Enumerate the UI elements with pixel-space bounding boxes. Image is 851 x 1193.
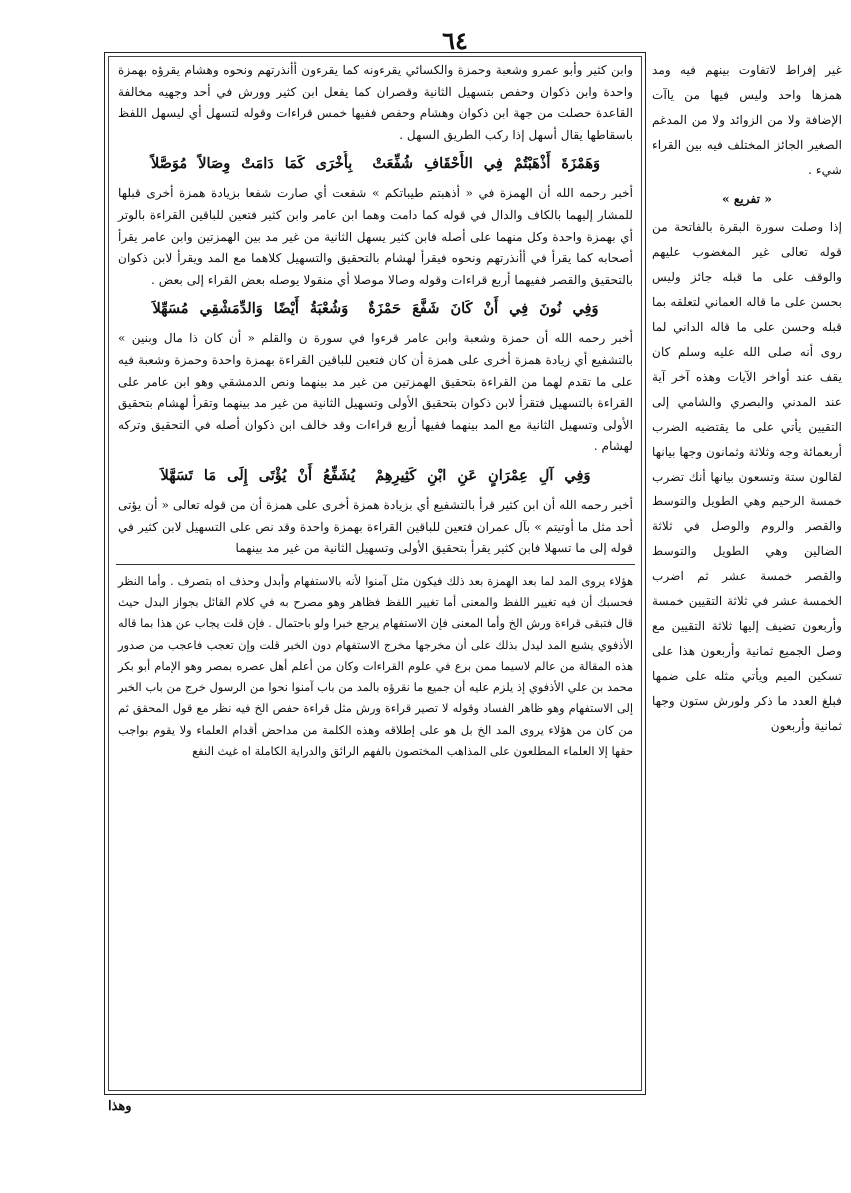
main-text-column: [112, 60, 639, 1090]
commentary-block: [112, 60, 639, 146]
verse-1-first-hemistich: وَهَمْزَةَ أَذْهَبْتُمْ فِي الأَحْقَافِ شُفِّعَتْ: [372, 155, 601, 173]
poem-verse-3: [112, 463, 639, 489]
verse-1-second-hemistich: بِأُخْرَى كَمَا دَامَتْ وِصَالاً مُوَصَّلاً: [150, 155, 353, 173]
catchword: وهذا: [108, 1099, 132, 1114]
margin-text-1: غير إفراط لاتفاوت بينهم فيه ومد همزها واحد وليس فيها من ياآت الإضافة ولا من الزوائد ولا من المدغم الصغير الجائز المختلف فيه بين القراء شيء .: [652, 63, 842, 177]
commentary-paragraph-4: أخبر رحمه الله أن ابن كثير قرأ بالتشفيع أي بزيادة همزة أخرى على همزة أن من قوله تعالى « أن يؤتى أحد مثل ما أوتيتم » بآل عمران فتعين للباقين القراءة بهمزة واحدة وقد نص على التسهيل لابن كثير في قوله إلى ما تسهلا فابن كثير يقرأ بتحقيق الأولى وتسهيل الثانية من غير مد بينهما: [118, 497, 633, 556]
poem-verse-2: [112, 296, 639, 322]
margin-heading: « تفريع »: [722, 191, 772, 206]
verse-2-second-hemistich: وَشُعْبَةُ أَيْضًا وَالدِّمَشْقِي مُسَهِّلاَ: [152, 300, 349, 318]
commentary-paragraph-3: أخبر رحمه الله أن حمزة وشعبة وابن عامر قرءوا في سورة ن والقلم « أن كان ذا مال وبنين » بالتشفيع أي زيادة همزة أخرى على همزة أن كان فتعين للباقين القراءة بهمزة واحدة وحمزة وشعبة فيه على ما تقدم لهما من القراءة بتحقيق الهمزتين من غير مد بينهما ونص الدمشقي وهو ابن عامر على القراءة بالتسهيل فتقرأ لابن ذكوان بتحقيق الأولى وتسهيل الثانية من غير مد بينهما وتقرأ لهشام بتحقيق الأولى وتسهيل الثانية مع المد بينهما ففيها أربع قراءات وقد خالف ابن ذكوان أصله في التحقيق وتركه لهشام .: [118, 331, 633, 454]
verse-3-second-hemistich: يُشَفِّعُ أَنْ يُؤْتَى إِلَى مَا تَسَهَّلاَ: [160, 466, 356, 484]
commentary-paragraph-2: أخبر رحمه الله أن الهمزة في « أذهبتم طيباتكم » شفعت أي صارت شفعا بزيادة همزة أخرى قبلها للمشار إليهما بالكاف والدال في قوله كما دامت وهما ابن عامر وابن كثير فتعين للباقين القراءة بالوتر أي بهمزة واحدة وكل منهما على أصله فابن كثير يسهل الثانية من غير مد بين الهمزتين وابن عامر يقرأ أصحابه كما يقرأ في أأنذرتهم ونحوه فيقرأ لهشام بالتحقيق والتسهيل كلاهما مع المد ويقرأ لابن ذكوان بالتحقيق والقصر ففيهما أربع قراءات وقوله وصالا موصلا أي منقولا يوصله بعض القراء إلى بعض .: [118, 186, 633, 287]
poem-verse-1: [112, 151, 639, 177]
commentary-block-2: [112, 183, 639, 291]
footnote-text: هؤلاء يروى المد لما بعد الهمزة بعد ذلك فيكون مثل آمنوا لأنه بالاستفهام وأبدل وحذف اه بتصرف . وأما النظر فحسبك أن فيه تغيير اللفظ والمعنى أما تغيير اللفظ فظاهر وهو مصرح به في كلام القائل بجواز البدل حيث قال فتبقى قراءة ورش الخ وأما المعنى فإن الاستفهام يرجع خبرا ولو باحتمال . فإن قلت يجاب عن هذا بما قاله الأذفوي يشبع المد ليدل بذلك على أن مخرجها مخرج الاستفهام دون الخبر قلت وإن تعجب فاعجب من صدور هذه المقالة من عالم لاسيما ممن برع في علوم القراءات وكان من أعلم أهل عصره بمصر وهو الإمام أبو بكر محمد بن علي الأذفوي إذ يلزم عليه أن جميع ما نقرؤه بالمد من باب آمنوا نحوا من الرسول خرج من باب الخبر إلى الاستفهام وهو ظاهر الفساد وقوله لا تصير قراءة ورش مثل قراءة حفص الخ فيه نظر مع قول المحقق ثم من كان من هؤلاء يروى المد الخ بل هو على إطلاقه وهذه الكلمة من مداحض أقدام العلماء ولا يقوم بواجب حقها إلا العلماء المطلعون على المذاهب المختصون بالفهم الرائق والدراية الكاملة اه غيث النفع: [118, 573, 633, 759]
commentary-paragraph-1: وابن كثير وأبو عمرو وشعبة وحمزة والكسائي يقرءونه كما يقرءون أأنذرتهم ونحوه وهشام يقرؤه بهمزة واحدة وابن ذكوان وحفص بتسهيل الثانية وقصران كما يفعل ابن كثير وورش في أحد وجهيه مخالفة القاعدة حصلت من جهة ابن ذكوان وهشام وحفص ففيها خمس قراءات وقوله لتسهل أي ليسهل اللفظ باسقاطها يقال أسهل إذا ركب الطريق السهل .: [118, 63, 633, 142]
commentary-block-4: [112, 495, 639, 560]
footnote-block: [112, 571, 639, 763]
margin-text-2: إذا وصلت سورة البقرة بالفاتحة من قوله تعالى غير المغضوب عليهم والوقف على ما قبله جائز وليس بحسن على ما قاله العماني لتعلقه بما قبله وحسن على ما قاله الداني لما روى أنه صلى الله عليه وسلم كان يقف عند أواخر الآيات وهذه آخر آية عند المدني والبصري والشامي إلى التقيين يأتي على ما يقتضيه الضرب أربعمائة وجه وثلاثة وثمانون وجها بيانها لقالون ستة وتسعون بيانها أنك تضرب خمسة الرحيم وهي الطويل والتوسط والقصر والروم والوصل في ثلاثة الضالين وهي الطويل والتوسط والقصر خمسة عشر ثم اضرب الخمسة عشر في ثلاثة التقيين خمسة وأربعون تضيف إليها ثلاثة التقيين مع وصل الجميع ثمانية وأربعون هذا على تسكين الميم ويأتي مثله على ضمها فبلغ العدد ما ذكر ولورش ستون وجها ثمانية وأربعون: [652, 220, 842, 733]
footnote-divider: [116, 564, 635, 565]
margin-commentary: [652, 58, 842, 738]
verse-2-first-hemistich: وَفِي نُونَ فِي أَنْ كَانَ شَفَّعَ حَمْزَةٌ: [368, 300, 599, 318]
page-number: ٦٤: [442, 26, 468, 55]
commentary-block-3: [112, 328, 639, 458]
verse-3-first-hemistich: وَفِي آلِ عِمْرَانٍ عَنِ ابْنِ كَثِيرِهِمْ: [375, 466, 591, 484]
